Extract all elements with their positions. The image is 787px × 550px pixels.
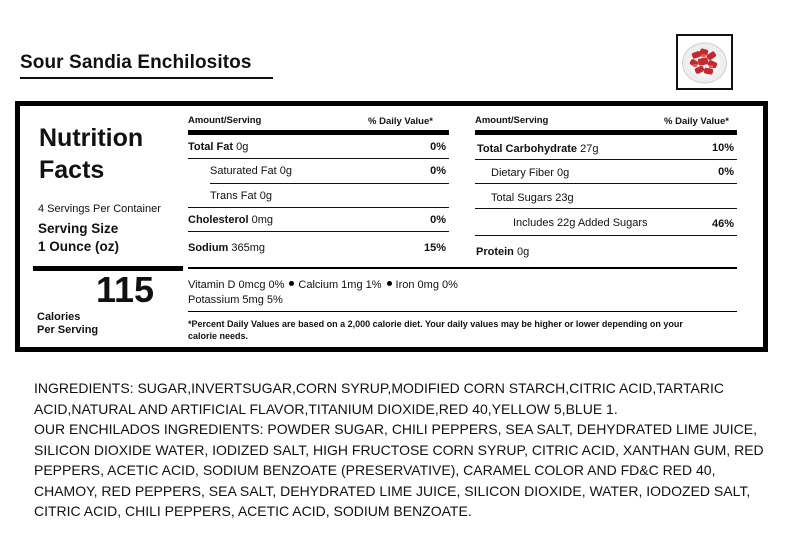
added-sugars-row: Includes 22g Added Sugars — [513, 217, 648, 229]
product-thumbnail[interactable] — [676, 34, 733, 90]
title-underline — [20, 77, 273, 79]
row-divider — [475, 183, 737, 184]
calories-value: 115 — [96, 269, 155, 310]
total-carbohydrate-row: Total Carbohydrate 27g — [477, 143, 599, 155]
row-divider — [210, 183, 449, 184]
right-dv-header: % Daily Value* — [664, 116, 729, 127]
vitamins-line — [188, 279, 458, 291]
cholesterol-row: Cholesterol 0mg — [188, 214, 273, 226]
row-divider — [188, 158, 449, 159]
bullet-icon — [387, 281, 392, 286]
nutrition-facts-heading: Nutrition Facts — [39, 124, 144, 184]
potassium: Potassium 5mg 5% — [188, 294, 283, 306]
sodium-row: Sodium 365mg — [188, 242, 266, 254]
left-header-rule — [188, 130, 449, 135]
saturated-fat-row: Saturated Fat 0g — [210, 165, 292, 177]
total-carbohydrate-dv: 10% — [711, 142, 734, 154]
row-divider — [188, 231, 449, 232]
daily-value-footnote: *Percent Daily Values are based on a 2,000 calorie diet. Your daily values may be higher or lower depending on your calorie needs. — [188, 319, 683, 341]
dietary-fiber-row: Dietary Fiber 0g — [491, 167, 570, 179]
dietary-fiber-dv: 0% — [718, 166, 734, 178]
added-sugars-dv: 46% — [711, 218, 734, 230]
candy-plate-image — [678, 36, 731, 88]
row-divider — [188, 207, 449, 208]
serving-size: Serving Size 1 Ounce (oz) — [38, 221, 120, 254]
bullet-icon — [289, 281, 294, 286]
calories-label: Calories Per Serving — [37, 311, 99, 336]
total-fat-dv: 0% — [430, 141, 446, 153]
total-sugars-row: Total Sugars 23g — [491, 192, 574, 204]
left-dv-header: % Daily Value* — [368, 116, 433, 127]
total-fat-row: Total Fat 0g — [188, 141, 249, 153]
vitamins-divider — [188, 267, 737, 269]
product-title: Sour Sandia Enchilositos — [20, 52, 252, 73]
nutrition-facts-panel — [15, 101, 768, 352]
ingredients-paragraph: INGREDIENTS: SUGAR,INVERTSUGAR,CORN SYRUP,MODIFIED CORN STARCH,CITRIC ACID,TARTARIC ACID,NATURAL AND ARTIFICIAL FLAVOR,TITANIUM DIOXIDE,RED 40,YELLOW 5,BLUE 1. — [34, 380, 724, 417]
servings-per-container: 4 Servings Per Container — [38, 203, 161, 215]
enchilados-ingredients-paragraph: OUR ENCHILADOS INGREDIENTS: POWDER SUGAR, CHILI PEPPERS, SEA SALT, DEHYDRATED LIME JUICE, SILICON DIOXIDE WATER, IODIZED SALT, HIGH FRUCTOSE CORN SYRUP, CITRIC ACID, XANTHAN GUM, RED PEPPERS, ACETIC ACID, SODIUM BENZOATE (PRESERVATIVE), CARAMEL COLOR AND FD&C RED 40, CHAMOY, RED PEPPERS, SEA SALT, DEHYDRATED LIME JUICE, SILICON DIOXIDE, WATER, IODOZED SALT, CITRIC ACID, CHILI PEPPERS, ACETIC ACID, SODIUM BENZOATE. — [34, 421, 764, 519]
ingredients-block — [34, 378, 774, 522]
saturated-fat-dv: 0% — [430, 165, 446, 177]
footnote-divider — [188, 311, 737, 312]
left-amount-header: Amount/Serving — [188, 115, 262, 126]
sodium-dv: 15% — [423, 242, 446, 254]
row-divider — [475, 235, 737, 236]
protein-row: Protein 0g — [476, 246, 530, 258]
vitamin-d: Vitamin D 0mcg 0% — [188, 279, 285, 291]
calcium: Calcium 1mg 1% — [298, 279, 382, 291]
row-divider — [475, 159, 737, 160]
cholesterol-dv: 0% — [430, 214, 446, 226]
row-divider — [475, 208, 737, 209]
right-amount-header: Amount/Serving — [475, 115, 549, 126]
trans-fat-row: Trans Fat 0g — [210, 190, 272, 202]
right-header-rule — [475, 130, 737, 135]
iron: Iron 0mg 0% — [395, 279, 458, 291]
